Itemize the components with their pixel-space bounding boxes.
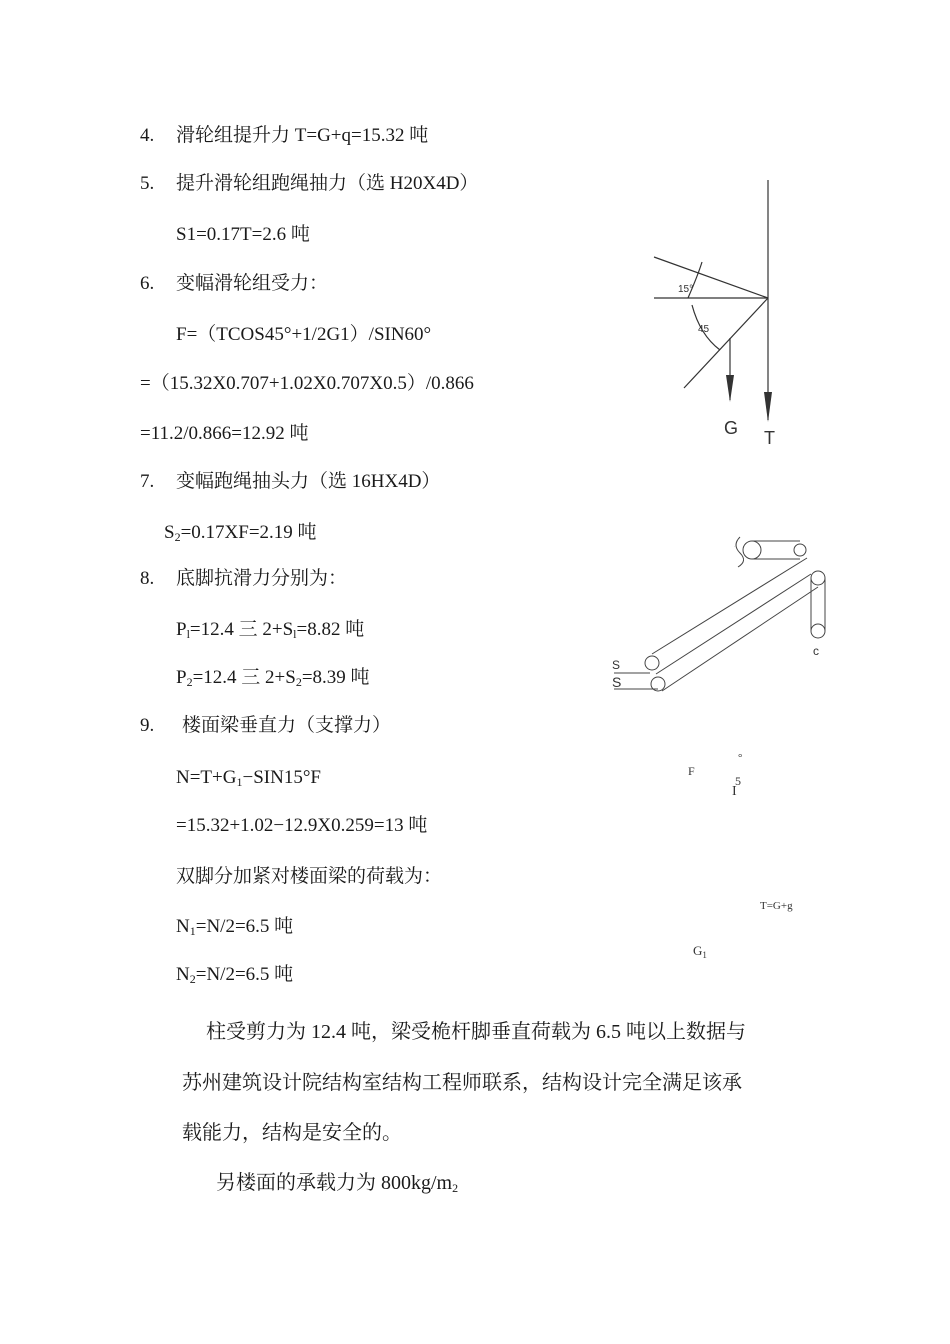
floor-capacity [216,1171,458,1200]
conclusion-line-3: 载能力，结构是安全的。 [182,1122,402,1144]
formula-p2-b: =12.4 三 2+S [192,667,296,688]
label-five: 5 [735,774,741,788]
pulley-diagram [612,525,840,700]
formula-n2-sub: 2 [189,972,196,986]
t-arrow-icon [764,392,772,422]
item-text-6: 变幅滑轮组受力： [176,273,329,294]
g-arrow-icon [726,375,734,402]
label-g1 [693,943,707,960]
formula-p2 [176,666,370,694]
s-label-lower: S [612,674,622,690]
formula-n1-b: =N/2=6.5 吨 [195,916,294,937]
angle-label-15: 15° [678,284,694,295]
lower-slant-line [684,298,768,388]
formula-p2-a: P [176,667,187,688]
formula-p1-sub2: l [293,627,297,641]
formula-s2-symbol: S [164,522,175,543]
label-t-equals: T=G+g [760,900,793,912]
formula-s2-value: =0.17XF=2.19 吨 [180,522,317,543]
label-i: I [732,784,737,799]
formula-s2-subscript: 2 [174,530,181,544]
item-number-7: 7. [140,471,155,492]
label-f: F [688,764,695,778]
formula-n [176,766,321,794]
angle-label-45: 45 [698,324,710,335]
formula-f-result: =11.2/0.866=12.92 吨 [140,423,309,444]
load-intro: 双脚分加紧对楼面梁的荷载为： [176,866,443,887]
formula-n2-b: =N/2=6.5 吨 [195,964,294,985]
boom-upper [652,558,807,654]
force-diagram [640,170,800,460]
formula-p1-sub: l [186,627,190,641]
item-number-9: 9. [140,715,155,736]
conclusion-line-1: 柱受剪力为 12.4 吨，梁受桅杆脚垂直荷载为 6.5 吨以上数据与 [206,1021,746,1043]
top-s-label: S [734,547,735,548]
pulley-top-right [794,544,806,556]
upper-slant-line [654,257,768,298]
s-label-upper: S [612,658,621,672]
item-text-5: 提升滑轮组跑绳抽力（选 H20X4D） [176,173,479,194]
formula-n2 [176,963,293,991]
formula-n-a: N=T+G [176,767,237,788]
formula-n1-sub: 1 [189,924,196,938]
item-text-7: 变幅跑绳抽头力（选 16HX4D） [176,471,441,492]
boom-lower [662,587,818,691]
formula-s2 [164,521,317,549]
formula-n1-a: N [176,916,190,937]
formula-p1-b: =12.4 三 2+S [189,619,294,640]
formula-p1-a: P [176,619,187,640]
label-g1-sub: 1 [702,950,707,960]
formula-f-calculation: =（15.32X0.707+1.02X0.707X0.5）/0.866 [140,373,474,394]
item-number-6: 6. [140,273,155,294]
item-number-8: 8. [140,568,155,589]
formula-n-b: −SIN15°F [242,767,321,788]
formula-p1-c: =8.82 吨 [296,619,365,640]
item-number-5: 5. [140,173,155,194]
boom-middle [656,574,811,674]
c-label: c [813,644,819,658]
label-g1-a: G [693,943,703,958]
g-label: G [724,418,739,438]
formula-s1: S1=0.17T=2.6 吨 [176,224,310,245]
formula-n-sub: 1 [236,775,243,789]
formula-p2-sub: 2 [186,675,193,689]
floor-capacity-text: 另楼面的承载力为 800kg/m [216,1172,453,1194]
pulley-top-left [743,541,761,559]
item-text-8: 底脚抗滑力分别为： [176,568,348,589]
formula-p2-c: =8.39 吨 [301,667,370,688]
pulley-right-lower [811,624,825,638]
item-number-4: 4. [140,125,155,146]
formula-n1 [176,915,293,943]
t-label: T [764,428,775,448]
floor-capacity-sub: 2 [452,1181,459,1195]
formula-p2-sub2: 2 [295,675,302,689]
conclusion-line-2: 苏州建筑设计院结构室结构工程师联系，结构设计完全满足该承 [182,1072,742,1094]
formula-p1 [176,618,364,646]
item-text-9: 楼面梁垂直力（支撑力） [182,715,392,736]
top-s-glyph [736,537,744,567]
formula-n2-a: N [176,964,190,985]
pulley-right-upper [811,571,825,585]
pulley-bottom-upper [645,656,659,670]
formula-f-definition: F=（TCOS45°+1/2G1）/SIN60° [176,324,432,345]
item-text-4: 滑轮组提升力 T=G+q=15.32 吨 [176,125,429,146]
label-degree: ° [738,752,743,764]
formula-n-calculation: =15.32+1.02−12.9X0.259=13 吨 [176,815,428,836]
